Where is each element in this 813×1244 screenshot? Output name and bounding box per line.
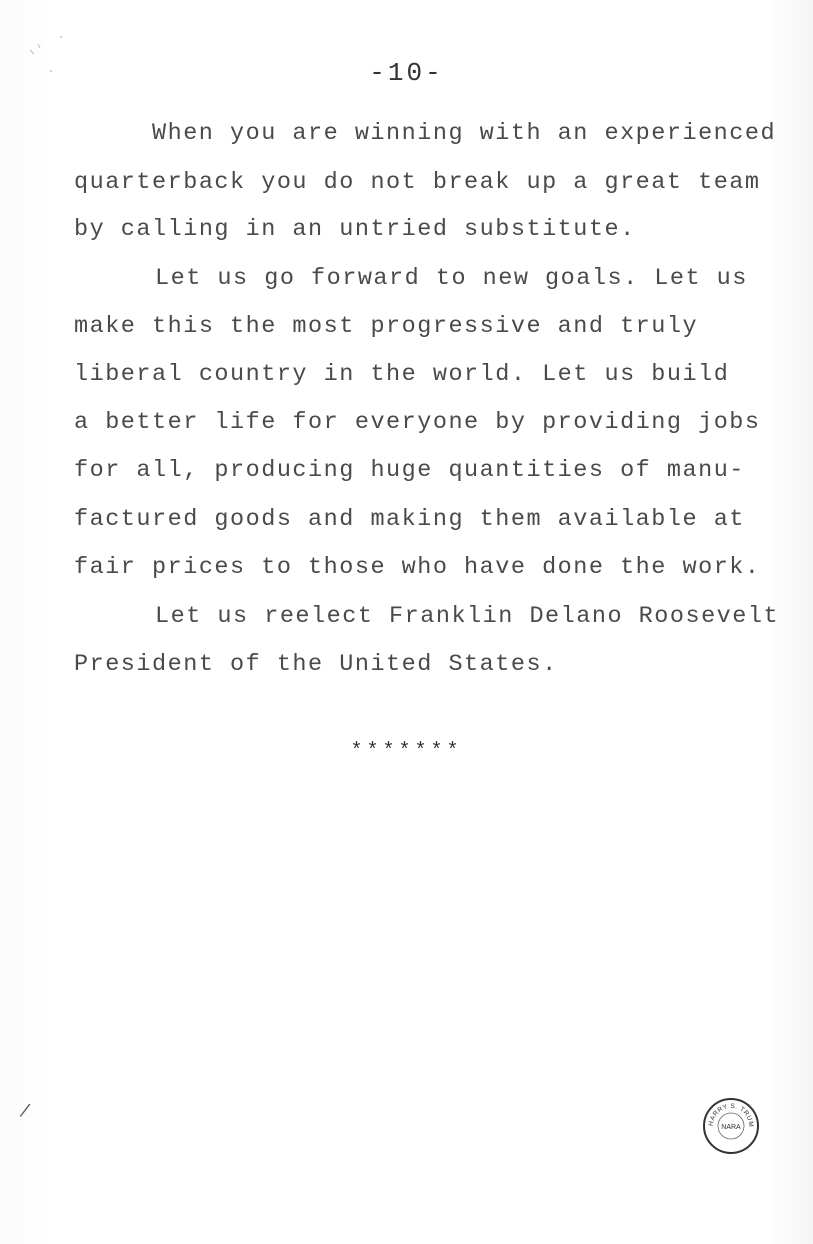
text-line: President of the United States. [74, 651, 558, 678]
text-line: Let us go forward to new goals. Let us [155, 265, 748, 292]
stamp-arc-text: HARRY S. TRUM [707, 1102, 755, 1128]
text-line: liberal country in the world. Let us build [74, 361, 730, 388]
text-line: factured goods and making them available at [74, 506, 745, 533]
end-mark: ******* [350, 740, 463, 763]
stamp-center-text: NARA [721, 1124, 741, 1131]
text-line: a better life for everyone by providing jobs [74, 409, 761, 436]
text-line: When you are winning with an experienced [152, 120, 777, 147]
text-line: by calling in an untried substitute. [74, 216, 636, 243]
library-stamp [701, 1096, 761, 1156]
page-number: -10- [369, 58, 444, 88]
text-line: quarterback you do not break up a great team [74, 169, 761, 196]
text-line: for all, producing huge quantities of manu- [74, 457, 745, 484]
text-line: Let us reelect Franklin Delano Roosevelt [155, 603, 780, 630]
text-line: make this the most progressive and truly [74, 313, 699, 340]
margin-mark: / [18, 1099, 32, 1122]
text-line: fair prices to those who have done the work. [74, 554, 761, 581]
